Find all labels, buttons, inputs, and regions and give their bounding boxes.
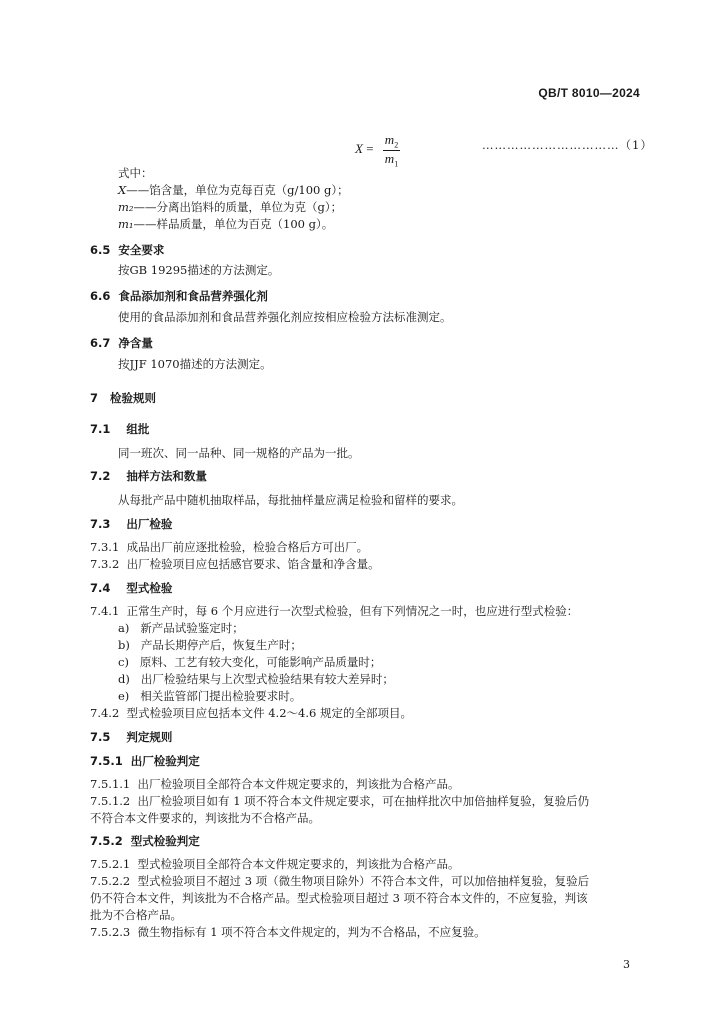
section-body: 使用的食品添加剂和食品营养强化剂应按相应检验方法标准测定。: [118, 310, 452, 324]
definition-item: X——馅含量，单位为克每百克（g/100 g）；: [118, 183, 349, 197]
formula-numerator-var: m: [384, 132, 395, 147]
clause: 7.5.1.1 出厂检验项目全部符合本文件规定要求的，判该批为合格产品。: [90, 777, 460, 791]
section-body: 按JJF 1070描述的方法测定。: [118, 357, 272, 371]
section-heading: 6.7 净含量: [90, 336, 153, 350]
list-item: e) 相关监管部门提出检验要求时。: [118, 689, 302, 703]
clause: 7.4.2 型式检验项目应包括本文件 4.2～4.6 规定的全部项目。: [90, 706, 412, 720]
subsection-heading: 7.5.2 型式检验判定: [90, 834, 200, 848]
subsection-heading: 7.5.1 出厂检验判定: [90, 754, 200, 768]
clause: 7.4.1 正常生产时，每 6 个月应进行一次型式检验，但有下列情况之一时，也应进行型式检验：: [90, 604, 579, 618]
list-item: c) 原料、工艺有较大变化，可能影响产品质量时；: [118, 655, 382, 669]
section-heading: 7.2 抽样方法和数量: [90, 469, 207, 483]
formula-denominator-var: m: [384, 150, 395, 166]
clause: 7.5.2.3 微生物指标有 1 项不符合本文件规定的，判为不合格品，不应复验。: [90, 925, 486, 939]
list-item: b) 产品长期停产后，恢复生产时；: [118, 638, 302, 652]
clause: 7.3.2 出厂检验项目应包括感官要求、馅含量和净含量。: [90, 557, 380, 571]
definition-item: m₁——样品质量，单位为百克（100 g）。: [118, 217, 334, 231]
definitions-intro: 式中：: [118, 166, 153, 180]
clause-continuation: 批为不合格产品。: [90, 908, 182, 922]
clause: 7.3.1 成品出厂前应逐批检验，检验合格后方可出厂。: [90, 540, 369, 554]
section-heading: 6.6 食品添加剂和食品营养强化剂: [90, 289, 268, 303]
formula-equals: =: [366, 141, 374, 157]
section-heading: 7.4 型式检验: [90, 581, 173, 595]
standard-code: QB/T 8010—2024: [538, 86, 640, 100]
formula-denominator-sub: 1: [394, 159, 399, 169]
formula: [355, 132, 400, 168]
chapter-heading: 7 检验规则: [90, 391, 157, 405]
section-body: 从每批产品中随机抽取样品，每批抽样量应满足检验和留样的要求。: [118, 493, 463, 507]
section-heading: 7.1 组批: [90, 422, 150, 436]
list-item: d) 出厂检验结果与上次型式检验结果有较大差异时；: [118, 672, 394, 686]
section-body: 同一班次、同一品种、同一规格的产品为一批。: [118, 446, 360, 460]
section-heading: 6.5 安全要求: [90, 243, 165, 257]
list-item: a) 新产品试验鉴定时；: [118, 621, 244, 635]
formula-numerator-sub: 2: [394, 140, 399, 150]
clause: 7.5.2.2 型式检验项目不超过 3 项（微生物项目除外）不符合本文件，可以加倍抽样复验，复验后: [90, 874, 590, 888]
page-number: 3: [623, 958, 630, 971]
formula-lhs: X: [355, 141, 363, 157]
clause: 7.5.1.2 出厂检验项目如有 1 项不符合本文件规定要求，可在抽样批次中加倍抽样复验，复验后仍: [90, 794, 590, 808]
clause-continuation: 不符合本文件要求的，判该批为不合格产品。: [90, 811, 320, 825]
section-heading: 7.3 出厂检验: [90, 517, 173, 531]
clause: 7.5.2.1 型式检验项目全部符合本文件规定要求的，判该批为合格产品。: [90, 857, 460, 871]
clause-continuation: 仍不符合本文件，判该批为不合格产品。型式检验项目超过 3 项不符合本文件的，不应复验，判该: [90, 891, 588, 905]
section-body: 按GB 19295描述的方法测定。: [118, 263, 280, 277]
formula-number: ……………………………（1）: [482, 138, 653, 152]
formula-fraction: [383, 132, 400, 168]
definition-item: m₂——分离出馅料的质量，单位为克（g）；: [118, 200, 343, 214]
section-heading: 7.5 判定规则: [90, 730, 173, 744]
